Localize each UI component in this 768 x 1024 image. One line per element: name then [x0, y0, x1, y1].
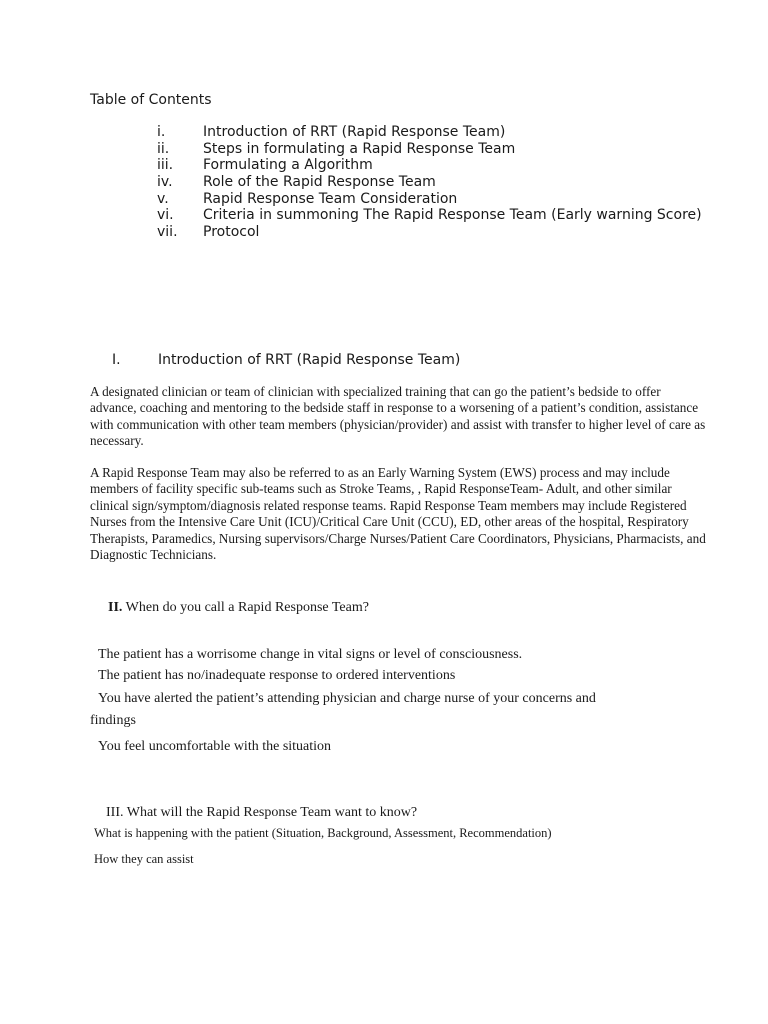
list-item: What is happening with the patient (Situation, Background, Assessment, Recommendation) [94, 826, 552, 840]
what-to-know-list [94, 825, 552, 877]
section-1-number: I. [112, 352, 121, 368]
list-item: The patient has a worrisome change in vital signs or level of consciousness. [98, 647, 523, 662]
section-2-title: When do you call a Rapid Response Team? [125, 600, 369, 615]
toc-item-number: i. [157, 124, 166, 140]
toc-item-number: vii. [157, 224, 178, 241]
toc-item-text: Criteria in summoning The Rapid Response Team (Early warning Score) [203, 207, 702, 224]
toc-item-text: Steps in formulating a Rapid Response Team [203, 140, 516, 157]
toc-item [157, 207, 702, 224]
list-item: The patient has no/inadequate response to ordered interventions [98, 668, 456, 683]
intro-paragraph-2: A Rapid Response Team may also be referred to as an Early Warning System (EWS) process and may include members of facility specific sub-teams such as Stroke Teams, , Rapid ResponseTeam- Adult, and other similar clinical sign/symptom/diagnosis related response teams. Rapid Response Team members may include Registered Nurses from the Intensive Care Unit (ICU)/Critical Care Unit (CCU), ED, other areas of the hospital, Respiratory Therapists, Paramedics, Nursing supervisors/Charge Nurses/Patient Care Coordinators, Physicians, Pharmacists, and Diagnostic Technicians. [90, 465, 706, 563]
toc-item-number: vi. [157, 207, 174, 224]
toc-item-text: Protocol [203, 224, 260, 241]
list-item: You feel uncomfortable with the situation [98, 739, 332, 754]
toc-list [157, 124, 702, 241]
toc-item [157, 124, 702, 141]
toc-item [157, 141, 702, 158]
toc-item [157, 224, 702, 241]
toc-title: Table of Contents [90, 92, 212, 108]
toc-item-number: v. [157, 190, 169, 207]
section-2-heading [108, 600, 369, 616]
when-to-call-list [90, 644, 710, 758]
intro-paragraph-1: A designated clinician or team of clinician with specialized training that can go the patient’s bedside to offer advance, coaching and mentoring to the bedside staff in response to a worsening of a patient’s condition, assistance with communication with other team members (physician/provider) and assist with transfer to higher level of care as necessary. [90, 384, 706, 449]
section-1-title: Introduction of RRT (Rapid Response Team) [158, 352, 461, 368]
section-2-number: II. [108, 600, 123, 615]
toc-item-number: iii. [157, 157, 174, 174]
list-item [90, 688, 710, 736]
toc-item [157, 157, 702, 174]
toc-item-text: Rapid Response Team Consideration [203, 190, 458, 207]
toc-item-text: Formulating a Algorithm [203, 157, 373, 174]
toc-item-text: Introduction of RRT (Rapid Response Team) [203, 124, 506, 140]
list-item-line: findings [90, 713, 136, 728]
section-3-heading: III. What will the Rapid Response Team want to know? [106, 805, 418, 820]
list-item: How they can assist [94, 852, 194, 866]
toc-item-number: iv. [157, 174, 173, 191]
toc-item-number: ii. [157, 140, 170, 157]
toc-item [157, 174, 702, 191]
toc-item [157, 191, 702, 208]
section-1-heading [112, 352, 460, 368]
list-item-line: You have alerted the patient’s attending physician and charge nurse of your concerns and [98, 691, 596, 706]
toc-item-text: Role of the Rapid Response Team [203, 174, 436, 191]
